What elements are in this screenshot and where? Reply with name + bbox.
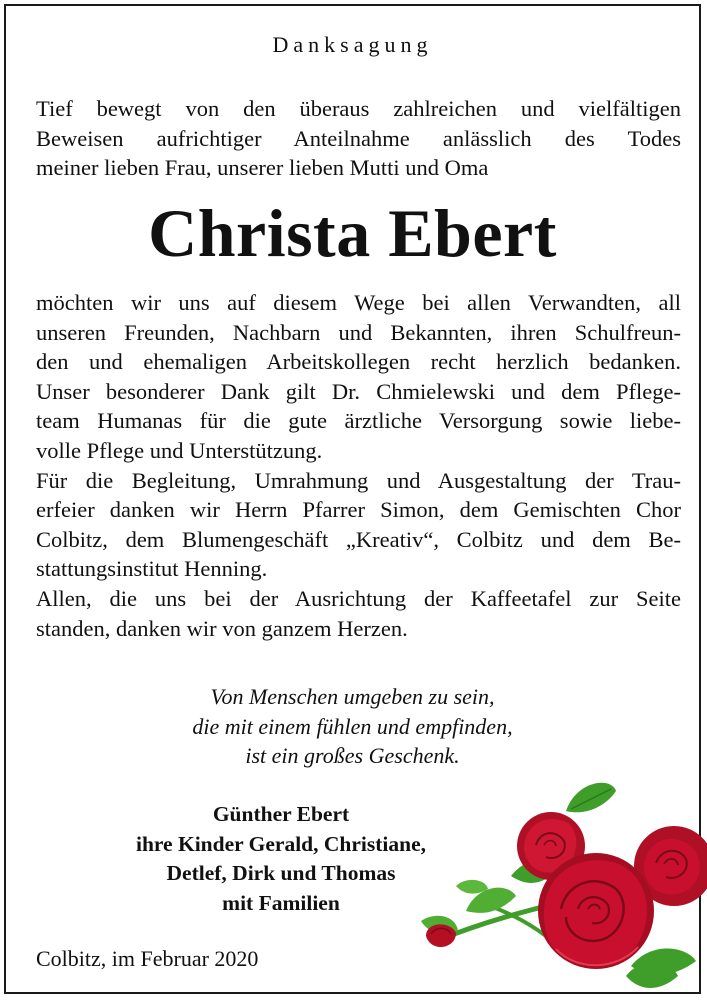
body-line: Für die Begleitung, Umrahmung und Ausgestaltung der Trau- bbox=[36, 467, 681, 493]
red-roses-illustration bbox=[416, 771, 707, 1003]
body-line: Allen, die uns bei der Ausrichtung der Kaffeetafel zur Seite bbox=[36, 585, 681, 611]
body-paragraph bbox=[36, 288, 681, 643]
body-line: Colbitz, dem Blumengeschäft „Kreativ“, Colbitz und dem Be- bbox=[36, 526, 681, 552]
body-line: Unser besonderer Dank gilt Dr. Chmielewski und dem Pflege- bbox=[36, 378, 681, 404]
body-line: unseren Freunden, Nachbarn und Bekannten, ihren Schulfreun- bbox=[36, 319, 681, 345]
signatory-line: Detlef, Dirk und Thomas bbox=[166, 861, 396, 885]
body-line: den und ehemaligen Arbeitskollegen recht herzlich bedanken. bbox=[36, 349, 681, 375]
signatory-line: ihre Kinder Gerald, Christiane, bbox=[135, 831, 427, 856]
quote-line: ist ein großes Geschenk. bbox=[245, 743, 460, 768]
notice-heading: Danksagung bbox=[272, 32, 433, 57]
intro-line: Tief bewegt von den überaus zahlreichen und vielfältigen bbox=[36, 96, 681, 121]
body-line: stattungsinstitut Henning. bbox=[36, 556, 268, 582]
body-line: erfeier danken wir Herrn Pfarrer Simon, dem Gemischten Chor bbox=[36, 497, 681, 523]
deceased-name: Christa Ebert bbox=[148, 195, 557, 271]
place-date: Colbitz, im Februar 2020 bbox=[36, 946, 259, 971]
body-line: team Humanas für die gute ärztliche Versorgung sowie liebe- bbox=[36, 408, 681, 434]
signatory-line: mit Familien bbox=[222, 890, 340, 915]
memorial-quote bbox=[6, 682, 699, 771]
quote-line: die mit einem fühlen und empfinden, bbox=[192, 713, 513, 739]
intro-paragraph bbox=[36, 94, 681, 183]
signatory-line: Günther Ebert bbox=[212, 802, 350, 826]
body-line: standen, danken wir von ganzem Herzen. bbox=[36, 615, 408, 641]
intro-line: meiner lieben Frau, unserer lieben Mutti und Oma bbox=[36, 155, 489, 181]
body-line: volle Pflege und Unterstützung. bbox=[36, 437, 323, 463]
notice-frame bbox=[4, 4, 701, 994]
quote-line: Von Menschen umgeben zu sein, bbox=[210, 684, 495, 709]
body-line: möchten wir uns auf diesem Wege bei allen Verwandten, all bbox=[36, 290, 681, 315]
intro-line: Beweisen aufrichtiger Anteilnahme anlässlich des Todes bbox=[36, 125, 681, 151]
